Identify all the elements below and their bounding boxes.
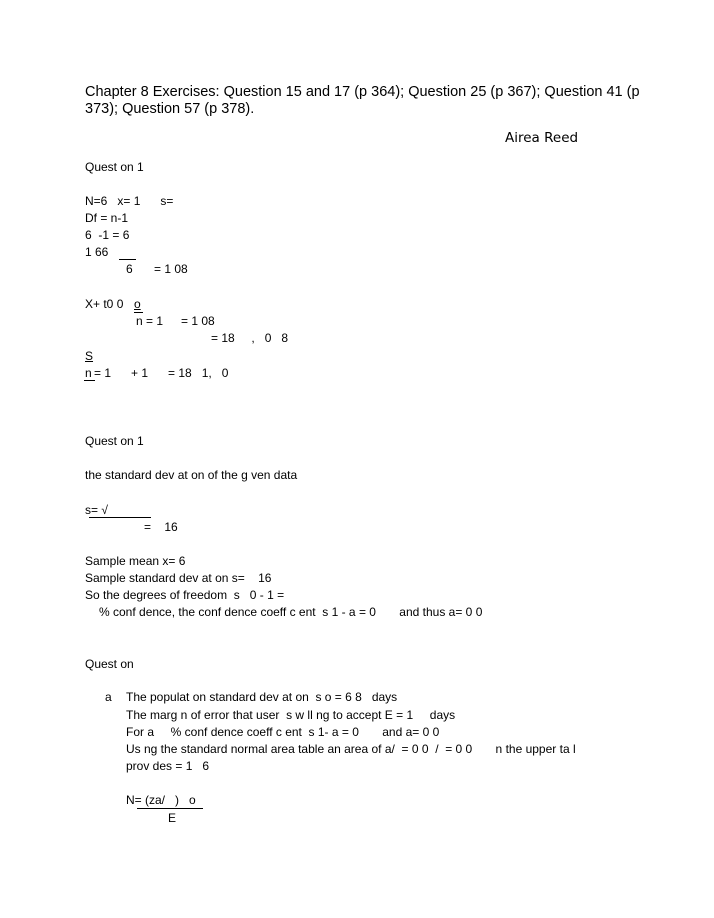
q1-numerator: 1 66 bbox=[85, 245, 109, 259]
q3-confidence: For a % conf dence coeff c ent s 1- a = 0 and a= 0 0 bbox=[126, 725, 440, 739]
q1-given-values: N=6 x= 1 s= bbox=[85, 194, 174, 208]
q2-s-result: = 16 bbox=[144, 520, 178, 534]
q2-intro: the standard dev at on of the g ven data bbox=[85, 468, 298, 482]
q2-root-bar bbox=[89, 517, 151, 518]
q1-sigma: o bbox=[134, 297, 141, 311]
q2-s-formula: s= √ bbox=[85, 503, 108, 517]
q1-denominator: 6 bbox=[126, 262, 133, 276]
q3-area-table: Us ng the standard normal area table an area of a/ = 0 0 / = 0 0 n the upper ta l bbox=[126, 742, 576, 756]
question-2-heading: Quest on 1 bbox=[85, 434, 144, 448]
q1-df-value: 6 -1 = 6 bbox=[85, 228, 130, 242]
q3-fraction-bar bbox=[137, 808, 203, 809]
q3-n-formula: N= (za/ ) o bbox=[126, 793, 196, 807]
q2-degrees-freedom: So the degrees of freedom s 0 - 1 = bbox=[85, 588, 285, 602]
q1-fraction-bar bbox=[119, 259, 136, 260]
q1-interval-formula: X+ t0 0 bbox=[85, 297, 124, 311]
q2-sample-mean: Sample mean x= 6 bbox=[85, 554, 186, 568]
q1-n-bar bbox=[84, 380, 95, 381]
author-name: Airea Reed bbox=[505, 130, 579, 146]
q3-e-symbol: E bbox=[168, 811, 177, 825]
question-1-heading: Quest on 1 bbox=[85, 160, 144, 174]
q1-df-formula: Df = n-1 bbox=[85, 211, 129, 225]
document-title: Chapter 8 Exercises: Question 15 and 17 (p 364); Question 25 (p 367); Question 41 (p 373); Question 57 (p 378). bbox=[85, 84, 640, 117]
q1-interval-result: = 18 , 0 8 bbox=[211, 331, 289, 345]
q3-z-value: prov des = 1 6 bbox=[126, 759, 210, 773]
q1-root-bar bbox=[134, 312, 143, 313]
q2-sample-sd: Sample standard dev at on s= 16 bbox=[85, 571, 272, 585]
q3-population-sd: The populat on standard dev at on s o = 6 8 days bbox=[126, 690, 398, 704]
q1-n-value: n = 1 bbox=[136, 314, 164, 328]
q3-list-marker: a bbox=[105, 690, 112, 704]
question-3-heading: Quest on bbox=[85, 657, 134, 671]
q1-result: = 1 08 bbox=[154, 262, 188, 276]
q1-s-symbol: S bbox=[85, 349, 94, 363]
q2-confidence: % conf dence, the conf dence coeff c ent s 1 - a = 0 and thus a= 0 0 bbox=[99, 605, 483, 619]
q1-final-interval: = 1 + 1 = 18 1, 0 bbox=[94, 366, 229, 380]
q3-margin-error: The marg n of error that user s w ll ng to accept E = 1 days bbox=[126, 708, 456, 722]
q1-n-symbol: n bbox=[85, 366, 92, 380]
q1-n-result: = 1 08 bbox=[181, 314, 215, 328]
